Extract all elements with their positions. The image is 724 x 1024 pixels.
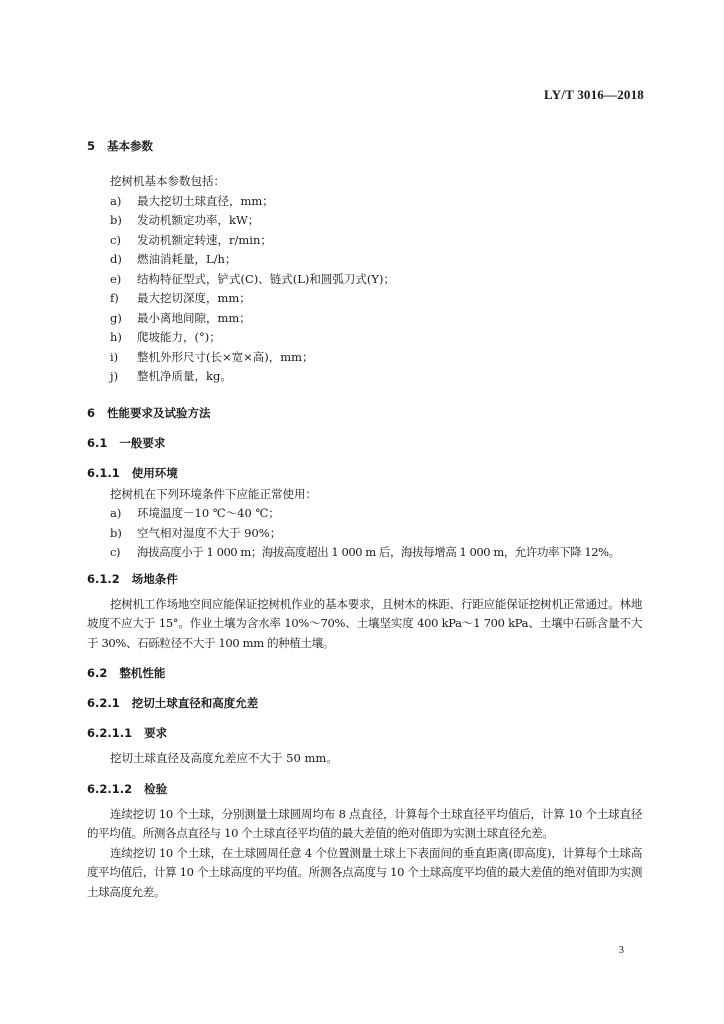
list-text: 燃油消耗量，L/h； <box>137 252 237 266</box>
list-marker: a) <box>110 193 122 208</box>
subsection-6-1-1-heading <box>87 465 642 481</box>
diameter-test-text: 连续挖切 10 个土球，分别测量土球圆周均布 8 点直径，计算每个土球直径平均值后，计算 10 个土球直径的平均值。所测各点直径与 10 个土球直径平均值的最大差值的绝对值即为实测土球直径允差。 <box>87 806 642 840</box>
section-title: 挖切土球直径和高度允差 <box>131 696 259 710</box>
list-item <box>87 524 642 544</box>
list-text: 结构特征型式，铲式(C)、链式(L)和圆弧刀式(Y)； <box>137 271 395 286</box>
list-text: 最大挖切土球直径，mm； <box>137 193 274 208</box>
list-item <box>87 231 642 251</box>
section-number: 6.2 <box>87 666 108 680</box>
section-5-intro: 挖树机基本参数包括： <box>110 174 225 188</box>
section-title: 性能要求及试验方法 <box>107 405 211 420</box>
section-number: 6.1.1 <box>87 465 120 480</box>
section-5-list <box>87 192 642 387</box>
section-title: 基本参数 <box>107 139 154 153</box>
list-marker: b) <box>110 213 122 227</box>
section-number: 6.2.1.2 <box>87 781 133 796</box>
list-marker: d) <box>110 252 122 266</box>
list-marker: c) <box>110 232 121 247</box>
section-title: 整机性能 <box>119 666 166 680</box>
list-text: 海拔高度小于 1 000 m；海拔高度超出 1 000 m 后，海拔每增高 1 000 m，允许功率下降 12%。 <box>137 545 620 559</box>
section-title: 使用环境 <box>131 465 178 480</box>
list-item <box>87 367 642 387</box>
list-item <box>87 504 642 524</box>
section-number: 6.1 <box>87 435 108 450</box>
list-item <box>87 309 642 329</box>
subsection-6-1-heading <box>87 435 642 451</box>
subsection-6-2-1-2-heading <box>87 781 642 797</box>
list-item <box>87 543 642 563</box>
list-text: 整机外形尺寸(长×宽×高)，mm； <box>137 349 314 364</box>
standard-code: LY/T 3016—2018 <box>544 87 644 102</box>
list-text: 最大挖切深度，mm； <box>137 291 251 305</box>
list-item <box>87 211 642 231</box>
section-title: 检验 <box>144 781 168 796</box>
list-item <box>87 192 642 212</box>
list-item <box>87 348 642 368</box>
list-marker: a) <box>110 506 122 520</box>
page-content <box>87 138 642 902</box>
height-test-text: 连续挖切 10 个土球，在土球圆周任意 4 个位置测量土球上下表面间的垂直距离(即高度)，计算每个土球高度平均值后，计算 10 个土球高度的平均值。所测各点高度与 10 个土球高度平均值的最大差值的绝对值即为实测土球高度允差。 <box>87 845 642 899</box>
list-text: 最小离地间隙，mm； <box>137 310 251 325</box>
list-item <box>87 289 642 309</box>
list-text: 发动机额定转速，r/min； <box>137 232 272 247</box>
list-text: 空气相对湿度不大于 90%； <box>137 525 282 540</box>
environment-intro: 挖树机在下列环境条件下应能正常使用： <box>110 486 317 501</box>
list-text: 整机净质量，kg。 <box>137 369 232 383</box>
list-marker: b) <box>110 525 122 540</box>
section-title: 一般要求 <box>119 435 166 450</box>
list-item <box>87 270 642 290</box>
list-marker: g) <box>110 310 122 325</box>
list-text: 环境温度－10 ℃～40 ℃； <box>137 506 280 520</box>
section-number: 6 <box>87 405 96 420</box>
section-5-heading <box>87 138 642 154</box>
section-number: 6.1.2 <box>87 571 120 586</box>
site-conditions-text: 挖树机工作场地空间应能保证挖树机作业的基本要求，且树木的株距、行距应能保证挖树机正常通过。林地坡度不应大于 15°。作业土壤为含水率 10%～70%、土壤坚实度 400 kPa～1 700 kPa、土壤中石砾含量不大于 30%、石砾粒径不大于 100 mm 的种植土壤。 <box>87 596 642 650</box>
list-marker: j) <box>110 369 119 383</box>
tolerance-requirement-text: 挖切土球直径及高度允差应不大于 50 mm。 <box>110 751 338 765</box>
section-title: 要求 <box>144 726 168 740</box>
list-item <box>87 250 642 270</box>
section-6-heading <box>87 405 642 421</box>
section-number: 6.2.1.1 <box>87 726 133 740</box>
subsection-6-1-2-heading <box>87 571 642 587</box>
list-marker: c) <box>110 545 121 559</box>
list-marker: h) <box>110 330 122 344</box>
list-marker: e) <box>110 271 122 286</box>
subsection-6-2-1-1-heading <box>87 725 642 741</box>
subsection-6-2-1-heading <box>87 695 642 711</box>
list-marker: i) <box>110 349 119 364</box>
list-item <box>87 328 642 348</box>
page-number: 3 <box>618 944 624 956</box>
subsection-6-2-heading <box>87 665 642 681</box>
list-marker: f) <box>110 291 119 305</box>
section-number: 5 <box>87 139 96 153</box>
list-text: 发动机额定功率，kW； <box>137 213 260 227</box>
section-title: 场地条件 <box>131 571 178 586</box>
list-text: 爬坡能力，(°)； <box>137 330 221 344</box>
section-number: 6.2.1 <box>87 696 120 710</box>
